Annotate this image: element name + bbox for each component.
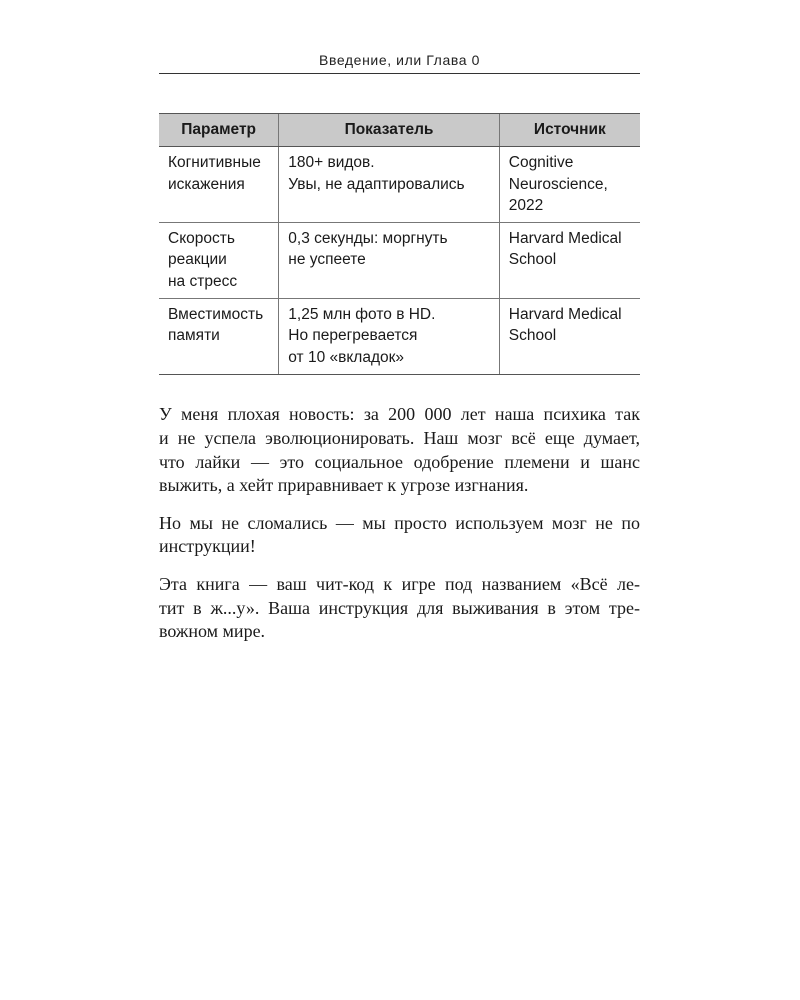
table-cell-value <box>279 147 499 223</box>
cell-text-line: Harvard Medical <box>508 305 622 323</box>
paragraph-bad-news <box>159 403 640 498</box>
cell-text-line: реакции <box>168 251 227 268</box>
text-line: выжить, а хейт приравнивает к угрозе изгнания. <box>159 475 529 496</box>
column-header-value: Показатель <box>279 114 499 147</box>
text-line: У меня плохая новость: за 200 000 лет наша психика так <box>159 404 640 424</box>
cell-text-line: не успеете <box>288 251 366 268</box>
body-text <box>159 403 640 658</box>
cell-text-line: School <box>508 251 557 268</box>
table-row <box>159 147 640 223</box>
table-header-row <box>159 114 640 147</box>
text-line: и не успела эволюционировать. Наш мозг всё еще думает, <box>159 427 640 448</box>
cell-text-line: 0,3 секунды: моргнуть <box>288 229 448 247</box>
table-cell-source <box>499 222 640 298</box>
cell-text-line: искажения <box>168 175 245 193</box>
table-row <box>159 222 640 298</box>
table-cell-value <box>279 298 499 374</box>
cell-text-line: Вместимость <box>168 305 264 323</box>
cell-text-line: Но перегревается <box>288 327 418 344</box>
table-cell-source <box>499 298 640 374</box>
cell-text-line: Harvard Medical <box>508 229 622 247</box>
cell-text-line: 1,25 млн фото в HD. <box>288 305 436 323</box>
table-cell-parameter <box>159 147 279 223</box>
table-cell-parameter <box>159 298 279 374</box>
paragraph-not-broken <box>159 512 640 560</box>
cell-text-line: на стресс <box>168 272 238 290</box>
text-line: Эта книга — ваш чит-код к игре под названием «Всё ле- <box>159 573 640 594</box>
header-divider <box>159 73 640 74</box>
table-row <box>159 298 640 374</box>
text-line: Но мы не сломались — мы просто используем мозг не по <box>159 512 640 533</box>
text-line: инструкции! <box>159 536 256 557</box>
table-cell-value <box>279 222 499 298</box>
cell-text-line: 2022 <box>508 197 544 214</box>
text-line: тит в ж...у». Ваша инструкция для выживания в этом тре- <box>159 597 640 618</box>
cell-text-line: School <box>508 327 557 344</box>
cell-text-line: памяти <box>168 327 220 344</box>
facts-table <box>159 113 640 375</box>
cell-text-line: 180+ видов. <box>288 154 375 171</box>
cell-text-line: Когнитивные <box>168 154 261 171</box>
cell-text-line: Neuroscience, <box>508 175 608 193</box>
cell-text-line: от 10 «вкладок» <box>288 348 405 366</box>
running-head-title: Введение, или Глава 0 <box>319 52 480 68</box>
text-line: что лайки — это социальное одобрение племени и шанс <box>159 451 640 472</box>
paragraph-cheat-code <box>159 573 640 644</box>
column-header-source: Источник <box>499 114 640 147</box>
column-header-parameter: Параметр <box>159 114 279 147</box>
table-cell-parameter <box>159 222 279 298</box>
table-cell-source <box>499 147 640 223</box>
text-line: вожном мире. <box>159 621 266 642</box>
cell-text-line: Увы, не адаптировались <box>288 175 465 193</box>
cell-text-line: Cognitive <box>508 154 574 171</box>
cell-text-line: Скорость <box>168 229 235 247</box>
